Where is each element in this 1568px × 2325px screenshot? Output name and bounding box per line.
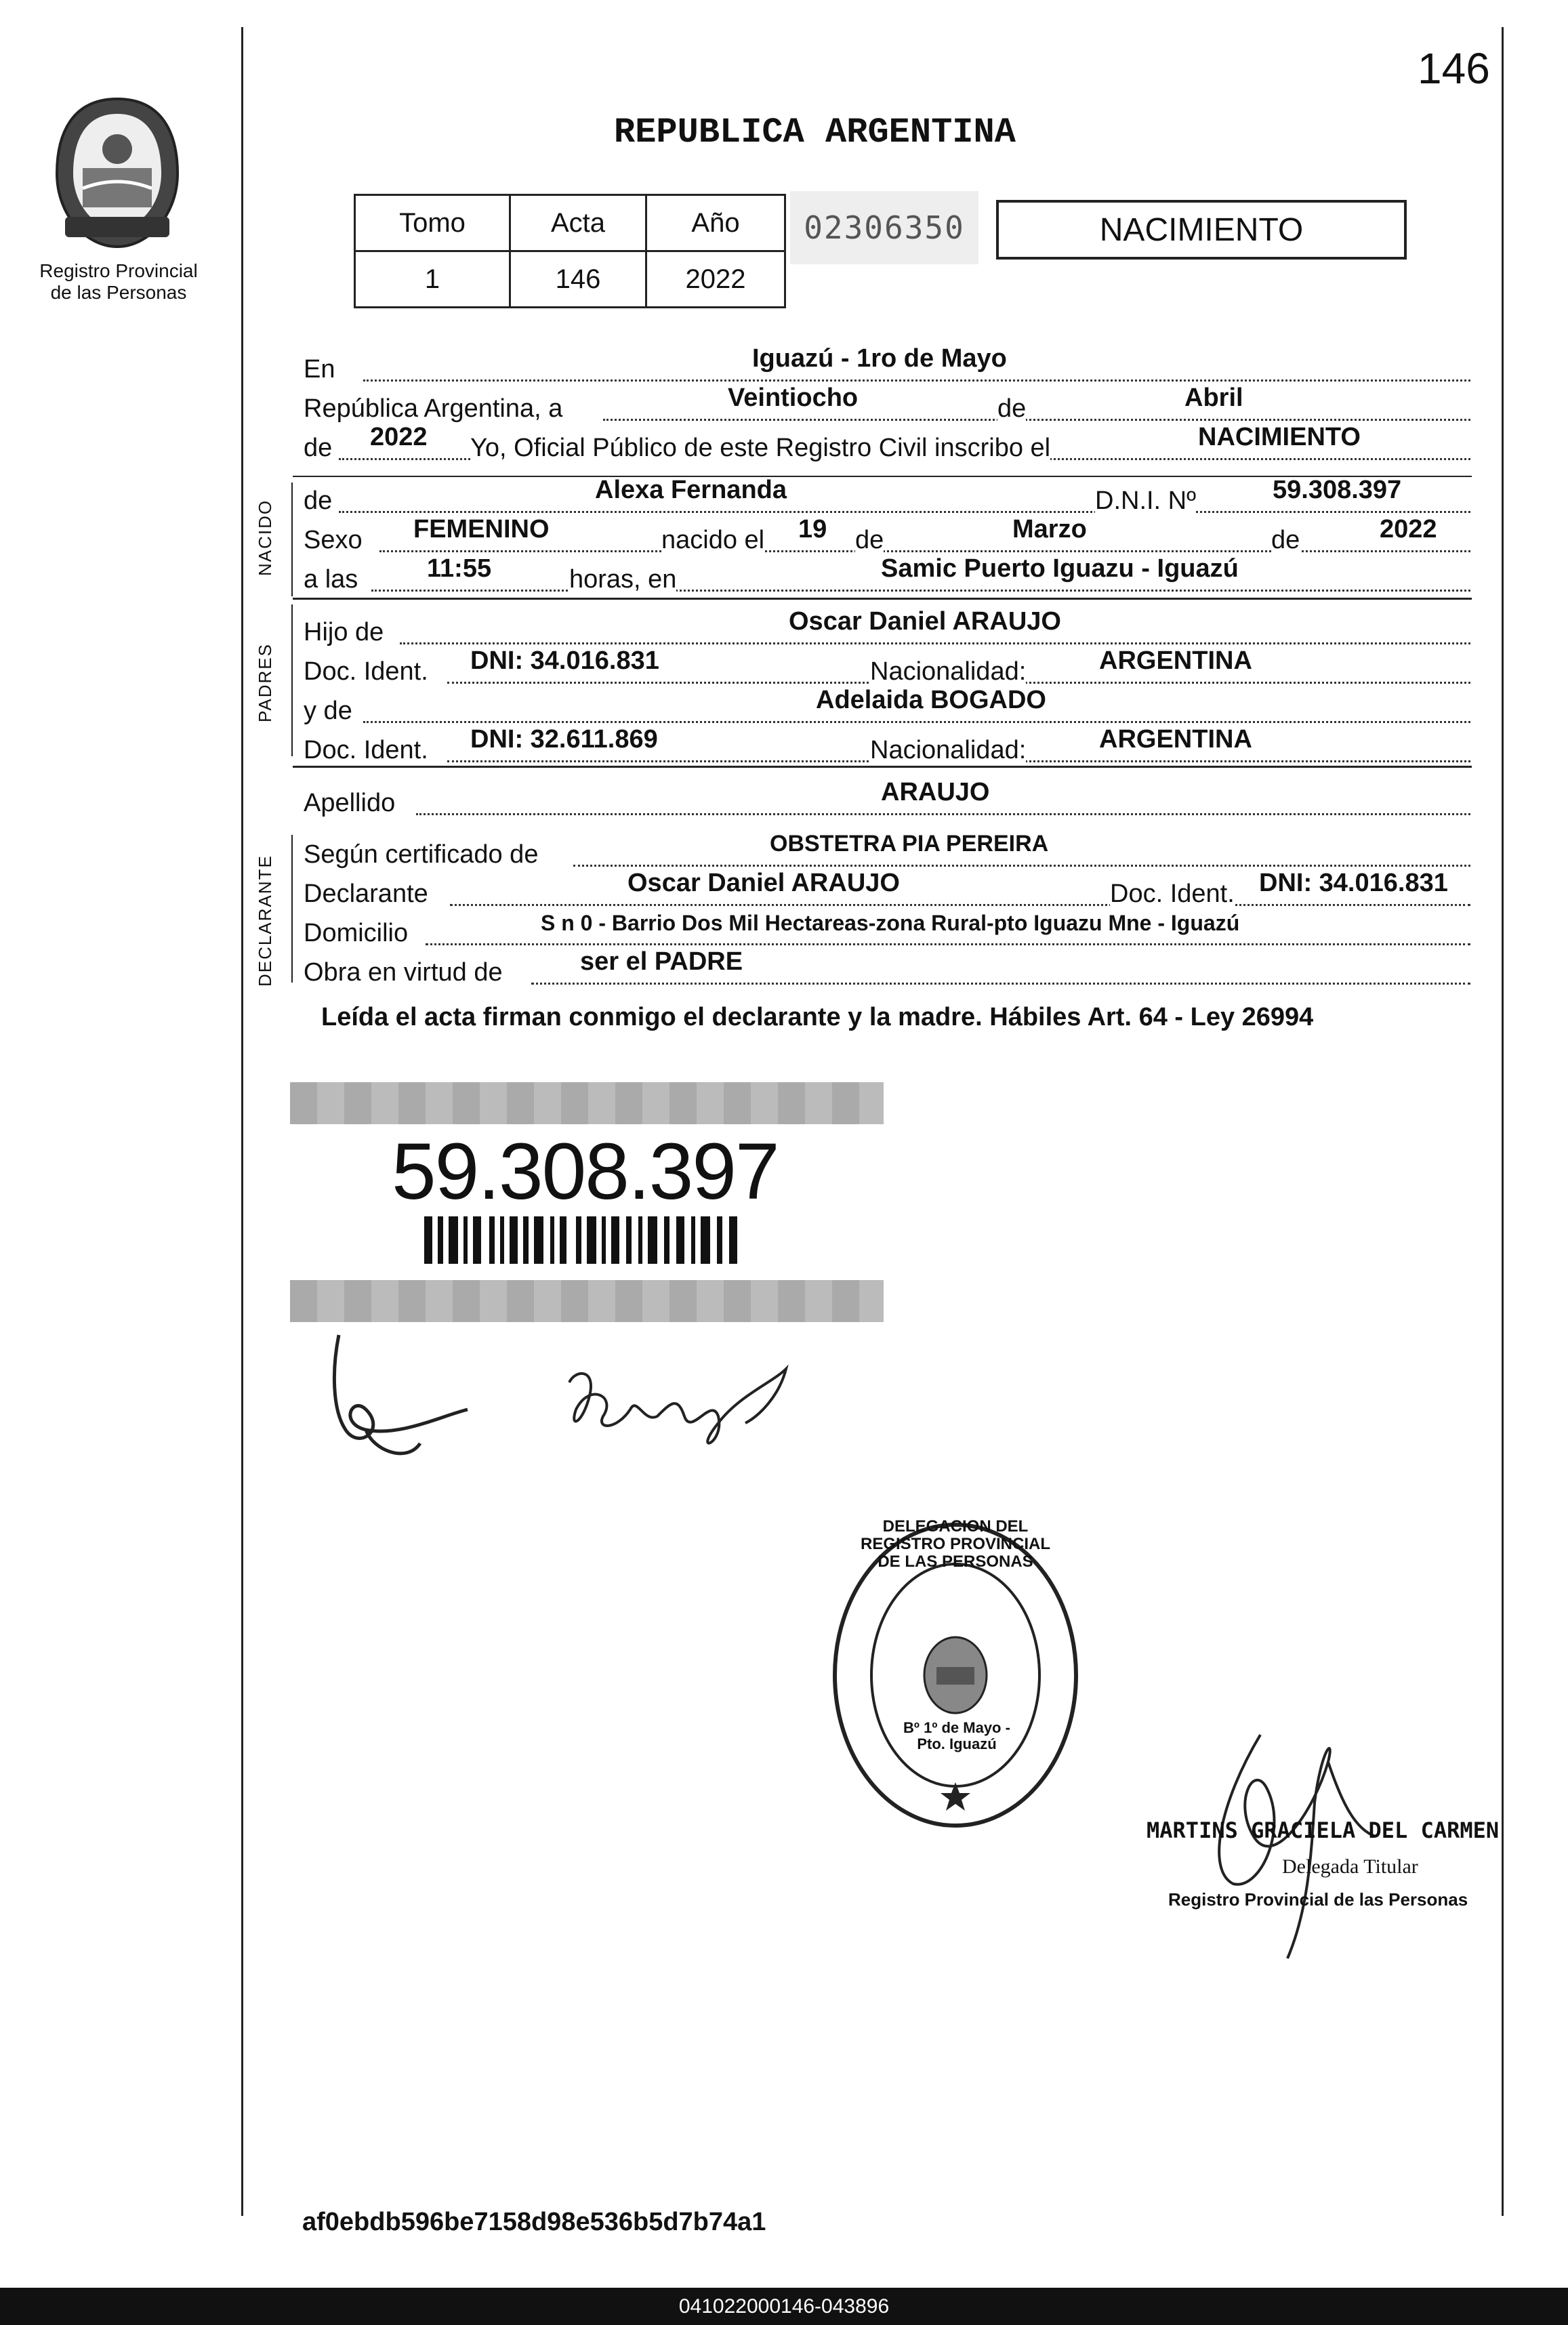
barcode (424, 1082, 749, 1285)
sexo-value: FEMENINO (413, 515, 550, 543)
republica-label: República Argentina, a (304, 394, 563, 423)
obra-label: Obra en virtud de (304, 958, 503, 987)
cert-label: Según certificado de (304, 840, 539, 869)
de-label-month: de (997, 394, 1027, 423)
logo-caption (27, 260, 210, 304)
birth-year-value: 2022 (1380, 515, 1437, 543)
dotline-cert (573, 865, 1470, 867)
official-role: Delegada Titular (1282, 1855, 1418, 1878)
sticker-band-bottom (290, 1280, 884, 1322)
side-bar-nacido (291, 482, 293, 596)
domicilio-value: S n 0 - Barrio Dos Mil Hectareas-zona Rural-pto Iguazu Mne - Iguazú (541, 911, 1240, 935)
father-doc-value: DNI: 34.016.831 (470, 646, 659, 675)
declarante-label: Declarante (304, 880, 428, 908)
cert-value: OBSTETRA PIA PEREIRA (770, 831, 1049, 857)
record-type-box: NACIMIENTO (996, 200, 1407, 260)
de-label-year: de (304, 434, 333, 462)
father-doc-label: Doc. Ident. (304, 657, 428, 686)
horas-label: horas, en (569, 565, 677, 594)
inscribe-type-value: NACIMIENTO (1198, 423, 1361, 451)
dni-label: D.N.I. Nº (1095, 487, 1196, 515)
stamp-inner-text: Bº 1º de Mayo - Pto. Iguazú (903, 1719, 1010, 1752)
signature-mother (556, 1355, 827, 1470)
logo-caption-line2: de las Personas (50, 282, 187, 303)
dotline-republica (603, 419, 1470, 421)
child-name-value: Alexa Fernanda (595, 476, 787, 504)
father-value: Oscar Daniel ARAUJO (789, 607, 1061, 636)
misiones-logo (45, 94, 190, 253)
oficial-text: Yo, Oficial Público de este Registro Civil inscribo el (470, 434, 1051, 462)
side-bar-declarante (291, 835, 293, 983)
birth-place-value: Samic Puerto Iguazu - Iguazú (881, 554, 1239, 583)
id-sticker (290, 1082, 884, 1322)
stamp-ring-text: DELEGACION DEL REGISTRO PROVINCIAL DE LAS PERSONAS (860, 1517, 1051, 1571)
domicilio-label: Domicilio (304, 919, 409, 947)
father-nat-value: ARGENTINA (1099, 646, 1252, 675)
official-org: Registro Provincial de las Personas (1168, 1889, 1468, 1910)
de-label-bmonth: de (855, 526, 884, 554)
dotline-declarante (450, 904, 1470, 906)
dotline-father (400, 642, 1470, 644)
apellido-value: ARAUJO (881, 778, 990, 806)
official-name: MARTINS GRACIELA DEL CARMEN (1147, 1817, 1500, 1843)
year-value: 2022 (370, 423, 428, 451)
dotline-domicilio (426, 943, 1470, 945)
tomo-header: Tomo (355, 195, 510, 251)
serial-stamp: 02306350 (790, 191, 978, 264)
day-value: Veintiocho (728, 384, 859, 412)
de-label-byear: de (1271, 526, 1300, 554)
mother-doc-label: Doc. Ident. (304, 736, 428, 764)
dotline-en (363, 379, 1470, 382)
footer-code: 041022000146-043896 (678, 2295, 890, 2318)
dotline-sexo (379, 550, 1470, 552)
dotline-mother (363, 721, 1470, 723)
birth-day-value: 19 (798, 515, 827, 543)
obra-value: ser el PADRE (580, 947, 743, 976)
right-margin-line (1502, 27, 1504, 2216)
hijo-label: Hijo de (304, 618, 384, 646)
signature-official (1179, 1721, 1396, 1972)
yde-label: y de (304, 697, 352, 725)
decl-doc-label: Doc. Ident. (1110, 880, 1235, 908)
decl-doc-value: DNI: 34.016.831 (1259, 869, 1448, 897)
time-value: 11:55 (427, 554, 492, 583)
father-nat-label: Nacionalidad: (870, 657, 1027, 686)
divider-apellido (293, 766, 1472, 768)
sticker-number: 59.308.397 (392, 1127, 779, 1216)
dotline-time (371, 590, 1470, 592)
declarante-value: Oscar Daniel ARAUJO (627, 869, 900, 897)
mother-nat-label: Nacionalidad: (870, 736, 1027, 764)
nacido-el-label: nacido el (661, 526, 765, 554)
dotline-obra (531, 983, 1470, 985)
acta-value: 146 (510, 251, 646, 308)
apellido-label: Apellido (304, 789, 396, 817)
dotline-name (339, 511, 1470, 513)
left-margin-line (241, 27, 243, 2216)
closing-text: Leída el acta firman conmigo el declarante y la madre. Hábiles Art. 64 - Ley 26994 (321, 1003, 1314, 1031)
mother-nat-value: ARGENTINA (1099, 725, 1252, 754)
dotline-apellido (416, 813, 1470, 815)
ano-value: 2022 (646, 251, 785, 308)
side-label-declarante: DECLARANTE (255, 855, 275, 987)
side-bar-padres (291, 604, 293, 756)
document-title: REPUBLICA ARGENTINA (614, 112, 1016, 152)
side-label-nacido: NACIDO (255, 499, 275, 576)
child-dni-value: 59.308.397 (1273, 476, 1402, 504)
en-label: En (304, 355, 335, 384)
signature-declarant (325, 1328, 488, 1477)
tomo-value: 1 (355, 251, 510, 308)
mother-doc-value: DNI: 32.611.869 (470, 725, 658, 754)
side-label-padres: PADRES (255, 643, 275, 722)
sexo-label: Sexo (304, 526, 363, 554)
page-number: 146 (1418, 44, 1490, 93)
alas-label: a las (304, 565, 358, 594)
logo-caption-line1: Registro Provincial (39, 260, 198, 281)
acta-header: Acta (510, 195, 646, 251)
birth-month-value: Marzo (1012, 515, 1087, 543)
mother-value: Adelaida BOGADO (816, 686, 1046, 714)
ano-header: Año (646, 195, 785, 251)
official-stamp (828, 1517, 1083, 1834)
footer-bar (0, 2288, 1568, 2325)
document-hash: af0ebdb596be7158d98e536b5d7b74a1 (302, 2208, 766, 2236)
registry-table (354, 194, 786, 308)
nacido-de-label: de (304, 487, 333, 515)
month-value: Abril (1184, 384, 1243, 412)
divider-padres (293, 598, 1472, 600)
place-value: Iguazú - 1ro de Mayo (752, 344, 1007, 373)
